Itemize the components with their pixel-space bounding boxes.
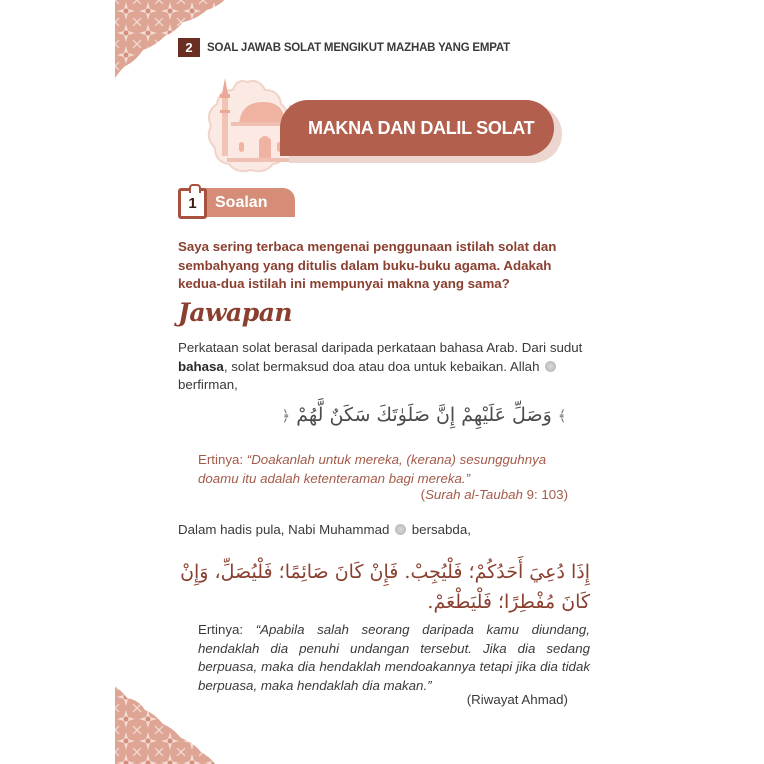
translation-text: “Apabila salah seorang daripada kamu diundang, hendaklah dia penuhi undangan tersebut. Jika dia sedang berpuasa, maka dia hendaklah mendoakannya tetapi jika dia tidak berpuasa, maka hendaklah dia makan.” xyxy=(198,622,590,693)
honorific-swt-icon xyxy=(545,361,556,372)
answer-heading: Jawapan xyxy=(178,298,293,327)
question-tab: Soalan xyxy=(205,188,295,217)
answer-paragraph-2 xyxy=(178,521,590,540)
text-span: , solat bermaksud doa atau doa untuk kebaikan. Allah xyxy=(223,358,544,374)
hadith-reference: (Riwayat Ahmad) xyxy=(466,692,568,707)
section-title: MAKNA DAN DALIL SOLAT xyxy=(308,117,535,138)
geometric-pattern-bottom-decoration xyxy=(115,686,215,764)
bold-term: bahasa xyxy=(178,358,224,374)
text-span: Dalam hadis pula, Nabi Muhammad xyxy=(178,522,394,537)
translation-label: Ertinya: xyxy=(198,452,247,467)
quran-verse xyxy=(280,404,568,426)
ornate-bracket-open: ﴾ xyxy=(557,407,567,425)
ornate-bracket-close: ﴿ xyxy=(281,407,291,425)
translation-text: “Doakanlah untuk mereka, (kerana) sesungguhnya doamu itu adalah ketenteraman bagi mereka.” xyxy=(198,452,547,486)
surah-name: Surah al-Taubah xyxy=(425,487,523,502)
text-span: Perkataan solat berasal daripada perkataan bahasa Arab. Dari sudut xyxy=(178,340,583,355)
verse-number: 9: 103) xyxy=(522,487,568,502)
running-header xyxy=(178,38,510,57)
answer-paragraph-1 xyxy=(178,339,590,395)
question-number: 1 xyxy=(188,195,197,212)
question-label xyxy=(178,188,295,219)
page-number: 2 xyxy=(178,38,200,57)
verse-reference xyxy=(421,487,568,502)
section-banner xyxy=(280,100,554,156)
hadith-translation xyxy=(198,621,590,695)
text-span: bersabda, xyxy=(408,522,471,537)
mosque-icon xyxy=(203,76,291,174)
clipboard-icon xyxy=(178,188,207,219)
text-span: berfirman, xyxy=(178,377,238,392)
translation-label: Ertinya: xyxy=(198,622,256,637)
hadith-arabic: إِذَا دُعِيَ أَحَدُكُمْ؛ فَلْيُجِبْ. فَإِنْ كَانَ صَائِمًا؛ فَلْيُصَلِّ، وَإِنْ كَانَ مُفْطِرًا؛ فَلْيَطْعَمْ. xyxy=(180,561,590,613)
honorific-saw-icon xyxy=(395,524,406,535)
verse-translation xyxy=(198,451,590,488)
question-text: Saya sering terbaca mengenai penggunaan istilah solat dan sembahyang yang ditulis dalam buku-buku agama. Adakah kedua-dua istilah ini mempunyai makna yang sama? xyxy=(178,239,557,291)
quran-verse-text: وَصَلِّ عَلَيْهِمْ إِنَّ صَلَوٰتَكَ سَكَنٌ لَّهُمْ xyxy=(296,404,552,426)
clipboard-clip xyxy=(189,184,201,193)
book-title: SOAL JAWAB SOLAT MENGIKUT MAZHAB YANG EMPAT xyxy=(207,41,510,54)
paren: ( xyxy=(420,487,426,502)
